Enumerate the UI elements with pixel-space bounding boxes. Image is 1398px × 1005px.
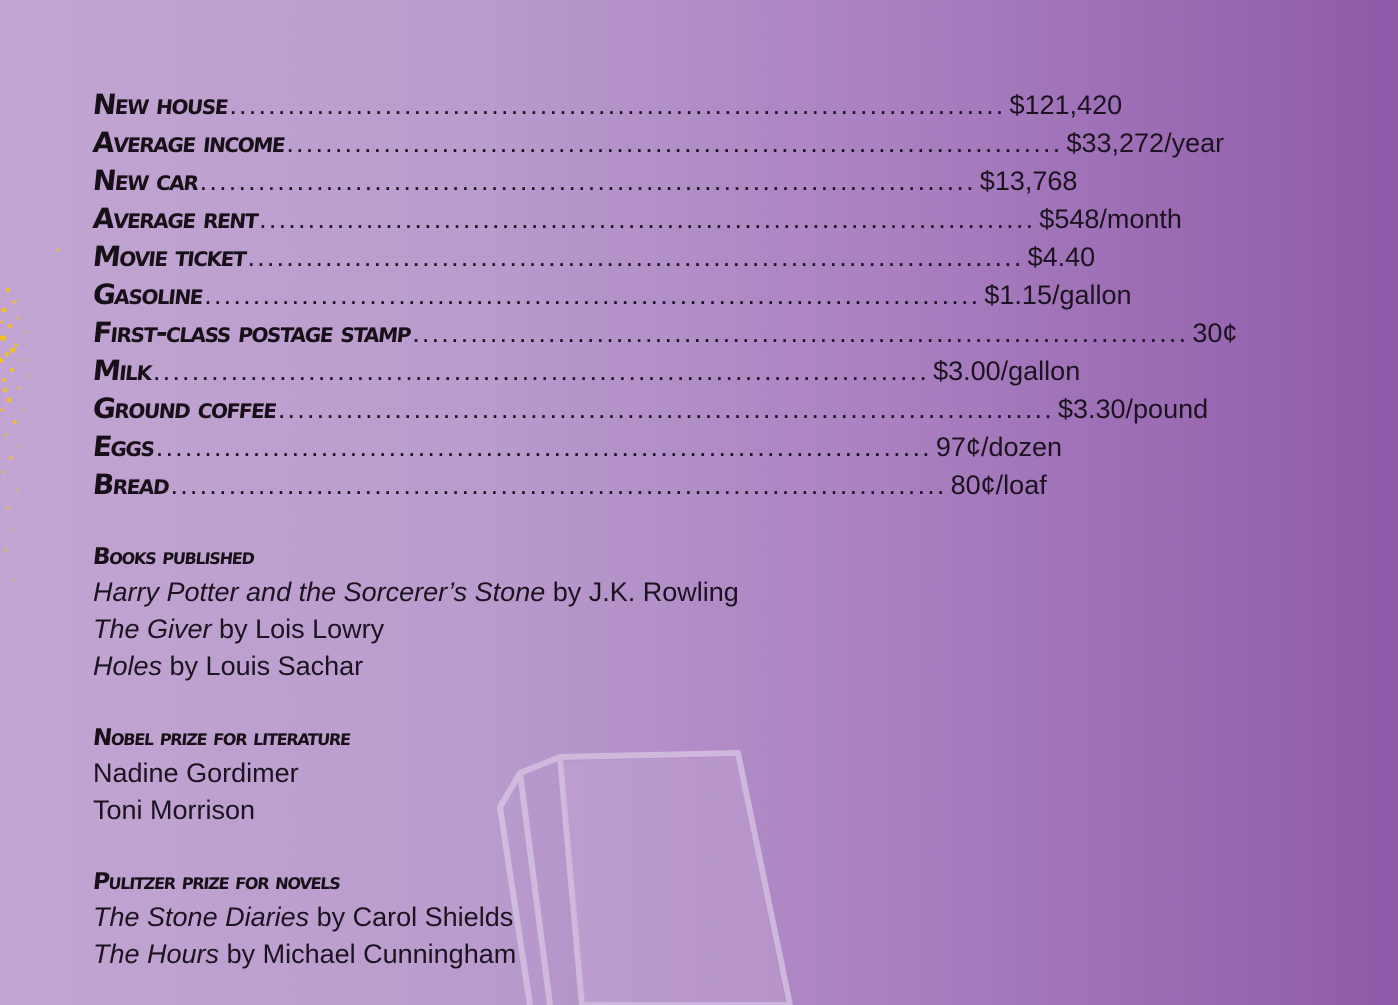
price-item-name: Bread <box>91 468 171 501</box>
work-author: by Lois Lowry <box>211 614 385 644</box>
price-value: $3.00/gallon <box>933 356 1081 386</box>
dot-leader: ................................................................................ <box>259 204 1036 234</box>
price-value: $3.30/pound <box>1057 394 1209 424</box>
work-author: by Michael Cunningham <box>219 939 517 969</box>
dot-leader: ................................................................................ <box>277 394 1054 424</box>
dot-leader: ................................................................................ <box>199 166 976 196</box>
work-author: by J.K. Rowling <box>545 577 739 607</box>
price-list <box>91 86 1238 504</box>
books-entry <box>93 611 893 648</box>
spray-paint-splatter <box>0 250 60 650</box>
nobel-prize-section <box>93 723 893 829</box>
price-item-name: Gasoline <box>91 278 205 311</box>
price-item-name: Eggs <box>91 430 156 463</box>
pulitzer-prize-section <box>93 867 893 973</box>
price-item-name: New house <box>91 88 230 121</box>
nobel-prize-list <box>93 755 893 829</box>
work-title: Harry Potter and the Sorcerer’s Stone <box>93 577 546 607</box>
price-item-name: New car <box>91 164 200 197</box>
books-published-list <box>93 574 893 685</box>
books-entry <box>93 574 893 611</box>
price-row <box>91 428 1063 466</box>
pulitzer-prize-heading: Pulitzer prize for novels <box>91 869 342 895</box>
price-row <box>91 200 1182 238</box>
price-value: 80¢/loaf <box>950 470 1047 500</box>
price-row <box>91 162 1078 200</box>
work-author: by Carol Shields <box>309 902 514 932</box>
work-title: The Hours <box>93 939 220 969</box>
nobel-prize-heading: Nobel prize for literature <box>91 725 352 751</box>
content <box>91 86 1238 973</box>
price-value: 97¢/dozen <box>935 432 1063 462</box>
price-value: $121,420 <box>1009 90 1123 120</box>
price-item-name: First-class postage stamp <box>91 316 412 349</box>
pulitzer-entry <box>93 936 893 973</box>
price-item-name: Average income <box>91 126 287 159</box>
books-published-heading: Books published <box>91 544 256 570</box>
work-title: The Giver <box>93 614 212 644</box>
price-value: $1.15/gallon <box>984 280 1132 310</box>
price-value: $4.40 <box>1027 242 1096 272</box>
price-row <box>91 86 1123 124</box>
work-author: by Louis Sachar <box>162 651 364 681</box>
dot-leader: ................................................................................ <box>286 128 1063 158</box>
price-row <box>91 466 1047 504</box>
price-row <box>91 124 1225 162</box>
dot-leader: ................................................................................ <box>152 356 930 386</box>
pulitzer-entry <box>93 899 893 936</box>
price-row <box>91 238 1096 276</box>
price-row <box>91 390 1209 428</box>
dot-leader: ................................................................................ <box>155 432 932 462</box>
price-value: $33,272/year <box>1066 128 1225 158</box>
work-title: The Stone Diaries <box>93 902 310 932</box>
pulitzer-prize-list <box>93 899 893 973</box>
dot-leader: ................................................................................ <box>170 470 947 500</box>
price-item-name: Milk <box>91 354 153 387</box>
price-row <box>91 314 1238 352</box>
work-title: Holes <box>93 651 163 681</box>
nobel-laureate: Nadine Gordimer <box>93 758 299 788</box>
nobel-laureate: Toni Morrison <box>93 795 256 825</box>
books-published-section <box>93 542 893 685</box>
price-value: $548/month <box>1039 204 1182 234</box>
price-item-name: Movie ticket <box>91 240 248 273</box>
dot-leader: ................................................................................ <box>229 90 1006 120</box>
price-item-name: Average rent <box>91 202 259 235</box>
books-entry <box>93 648 893 685</box>
dot-leader: ................................................................................ <box>247 242 1024 272</box>
price-value: $13,768 <box>979 166 1078 196</box>
dot-leader: ................................................................................ <box>412 318 1189 348</box>
price-row <box>91 352 1081 390</box>
price-value: 30¢ <box>1192 318 1238 348</box>
dot-leader: ................................................................................ <box>204 280 981 310</box>
price-row <box>91 276 1132 314</box>
price-item-name: Ground coffee <box>91 392 278 425</box>
